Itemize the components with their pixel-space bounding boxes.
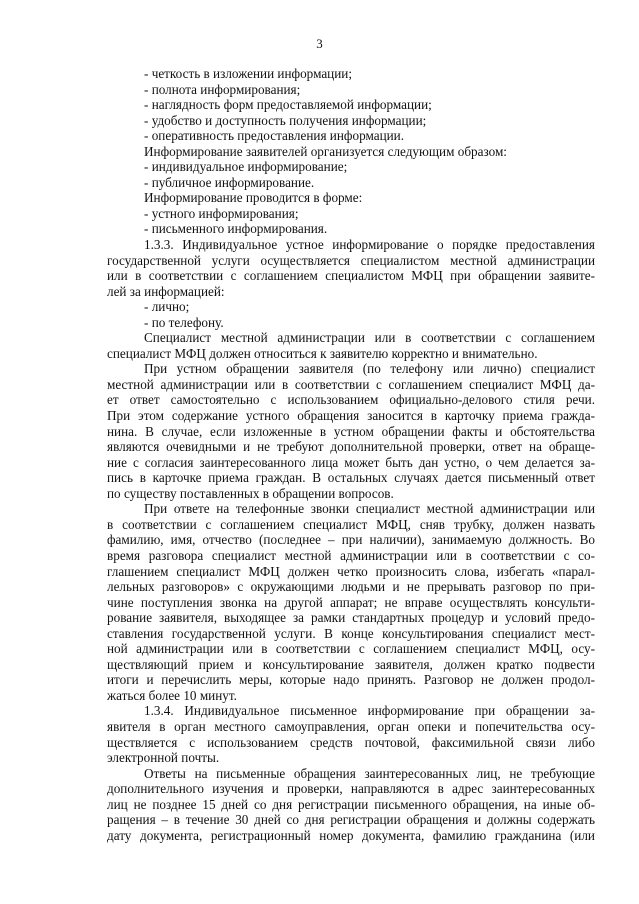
text-line: Информирование проводится в форме: — [144, 190, 363, 206]
text-line: Специалист местной администрации или в соответствии с соглашением — [144, 330, 595, 346]
text-line: дополнительного изучения и проверки, направляются в адрес заинтересованных — [107, 781, 595, 797]
text-line: лиц не позднее 15 дней со дня регистрации письменного обращения, на иные об- — [107, 796, 595, 812]
text-line: чине поступления звонка на другой аппарат; не вправе осуществлять консульти- — [107, 594, 595, 610]
text-line: - письменного информирования. — [144, 221, 328, 237]
text-line: ставления государственной услуги. В конце консультирования специалист мест- — [107, 625, 595, 641]
text-line: - полнота информирования; — [144, 81, 301, 97]
text-line: - четкость в изложении информации; — [144, 66, 353, 81]
text-line: время разговора специалист местной администрации или в соответствии с со- — [107, 547, 595, 563]
text-line: 1.3.3. Индивидуальное устное информирование о порядке предоставления — [144, 237, 595, 253]
text-line: ние с согласия заинтересованного лица может быть дан устно, о чем делается за- — [107, 454, 595, 470]
text-line: ществляется с использованием средств почтовой, факсимильной связи либо — [107, 734, 595, 750]
text-line: рование заявителя, выходящее за рамки стандартных процедур и условий предо- — [107, 610, 595, 626]
text-line: 1.3.4. Индивидуальное письменное информирование при обращении за- — [144, 703, 595, 719]
text-line: - оперативность предоставления информации. — [144, 128, 405, 144]
text-line: электронной почты. — [107, 750, 220, 766]
text-line: фамилию, имя, отчество (последнее – при наличии), занимаемую должность. Во — [107, 532, 595, 548]
text-line: лей за информацией: — [107, 283, 225, 299]
text-line: итоги и перечислить меры, которые надо принять. Разговор не должен продол- — [107, 672, 595, 688]
text-line: - публичное информирование. — [144, 174, 315, 190]
text-line: При ответе на телефонные звонки специалист местной администрации или — [144, 501, 595, 517]
text-line: пись в карточке приема граждан. В остальных случаях дается письменный ответ — [107, 470, 595, 486]
body-text — [107, 66, 595, 843]
text-line: жаться более 10 минут. — [107, 687, 237, 703]
text-line: При этом содержание устного обращения заносится в карточку приема гражда- — [107, 408, 595, 424]
text-line: - наглядность форм предоставляемой информации; — [144, 97, 432, 113]
text-line: ет ответ самостоятельно с использованием официально-делового стиля речи. — [107, 392, 595, 408]
text-line: дату документа, регистрационный номер документа, фамилию гражданина (или — [107, 827, 595, 843]
text-line: являются очевидными и не требуют дополнительной проверки, ответ на обраще- — [107, 439, 595, 455]
text-line: явителя в орган местного самоуправления, орган опеки и попечительства осу- — [107, 718, 595, 734]
text-line: государственной услуги осуществляется специалистом местной администрации — [107, 252, 595, 268]
text-line: в соответствии с соглашением специалист МФЦ, сняв трубку, должен назвать — [107, 516, 595, 532]
text-line: ной администрации или в соответствии с соглашением специалист МФЦ, осу- — [107, 641, 595, 657]
text-line: специалист МФЦ должен относиться к заявителю корректно и внимательно. — [107, 345, 538, 361]
text-line: ществляющий прием и консультирование заявителя, должен кратко подвести — [107, 656, 595, 672]
text-line: При устном обращении заявителя (по телефону или лично) специалист — [144, 361, 595, 377]
page-number: 3 — [316, 36, 323, 51]
text-line: Информирование заявителей организуется следующим образом: — [144, 143, 507, 159]
text-line: - индивидуальное информирование; — [144, 159, 348, 175]
text-line: местной администрации или в соответствии с соглашением специалист МФЦ да- — [107, 376, 595, 392]
text-line: Ответы на письменные обращения заинтересованных лиц, не требующие — [144, 765, 595, 781]
text-line: - по телефону. — [144, 314, 224, 330]
text-line: глашением специалист МФЦ должен четко произносить слова, избегать «парал- — [107, 563, 595, 579]
text-line: - лично; — [144, 299, 190, 315]
text-line: - устного информирования; — [144, 205, 299, 221]
text-line: нина. В случае, если изложенные в устном обращении факты и обстоятельства — [107, 423, 595, 439]
text-line: ращения – в течение 30 дней со дня регистрации обращения и должны содержать — [107, 812, 595, 828]
text-line: или в соответствии с соглашением специалистом МФЦ при обращении заявите- — [107, 268, 595, 284]
text-line: - удобство и доступность получения информации; — [144, 112, 427, 128]
text-line: лельных разговоров» с окружающими людьми и не прерывать разговор по при- — [107, 579, 595, 595]
text-line: по существу поставленных в обращении вопросов. — [107, 485, 394, 501]
